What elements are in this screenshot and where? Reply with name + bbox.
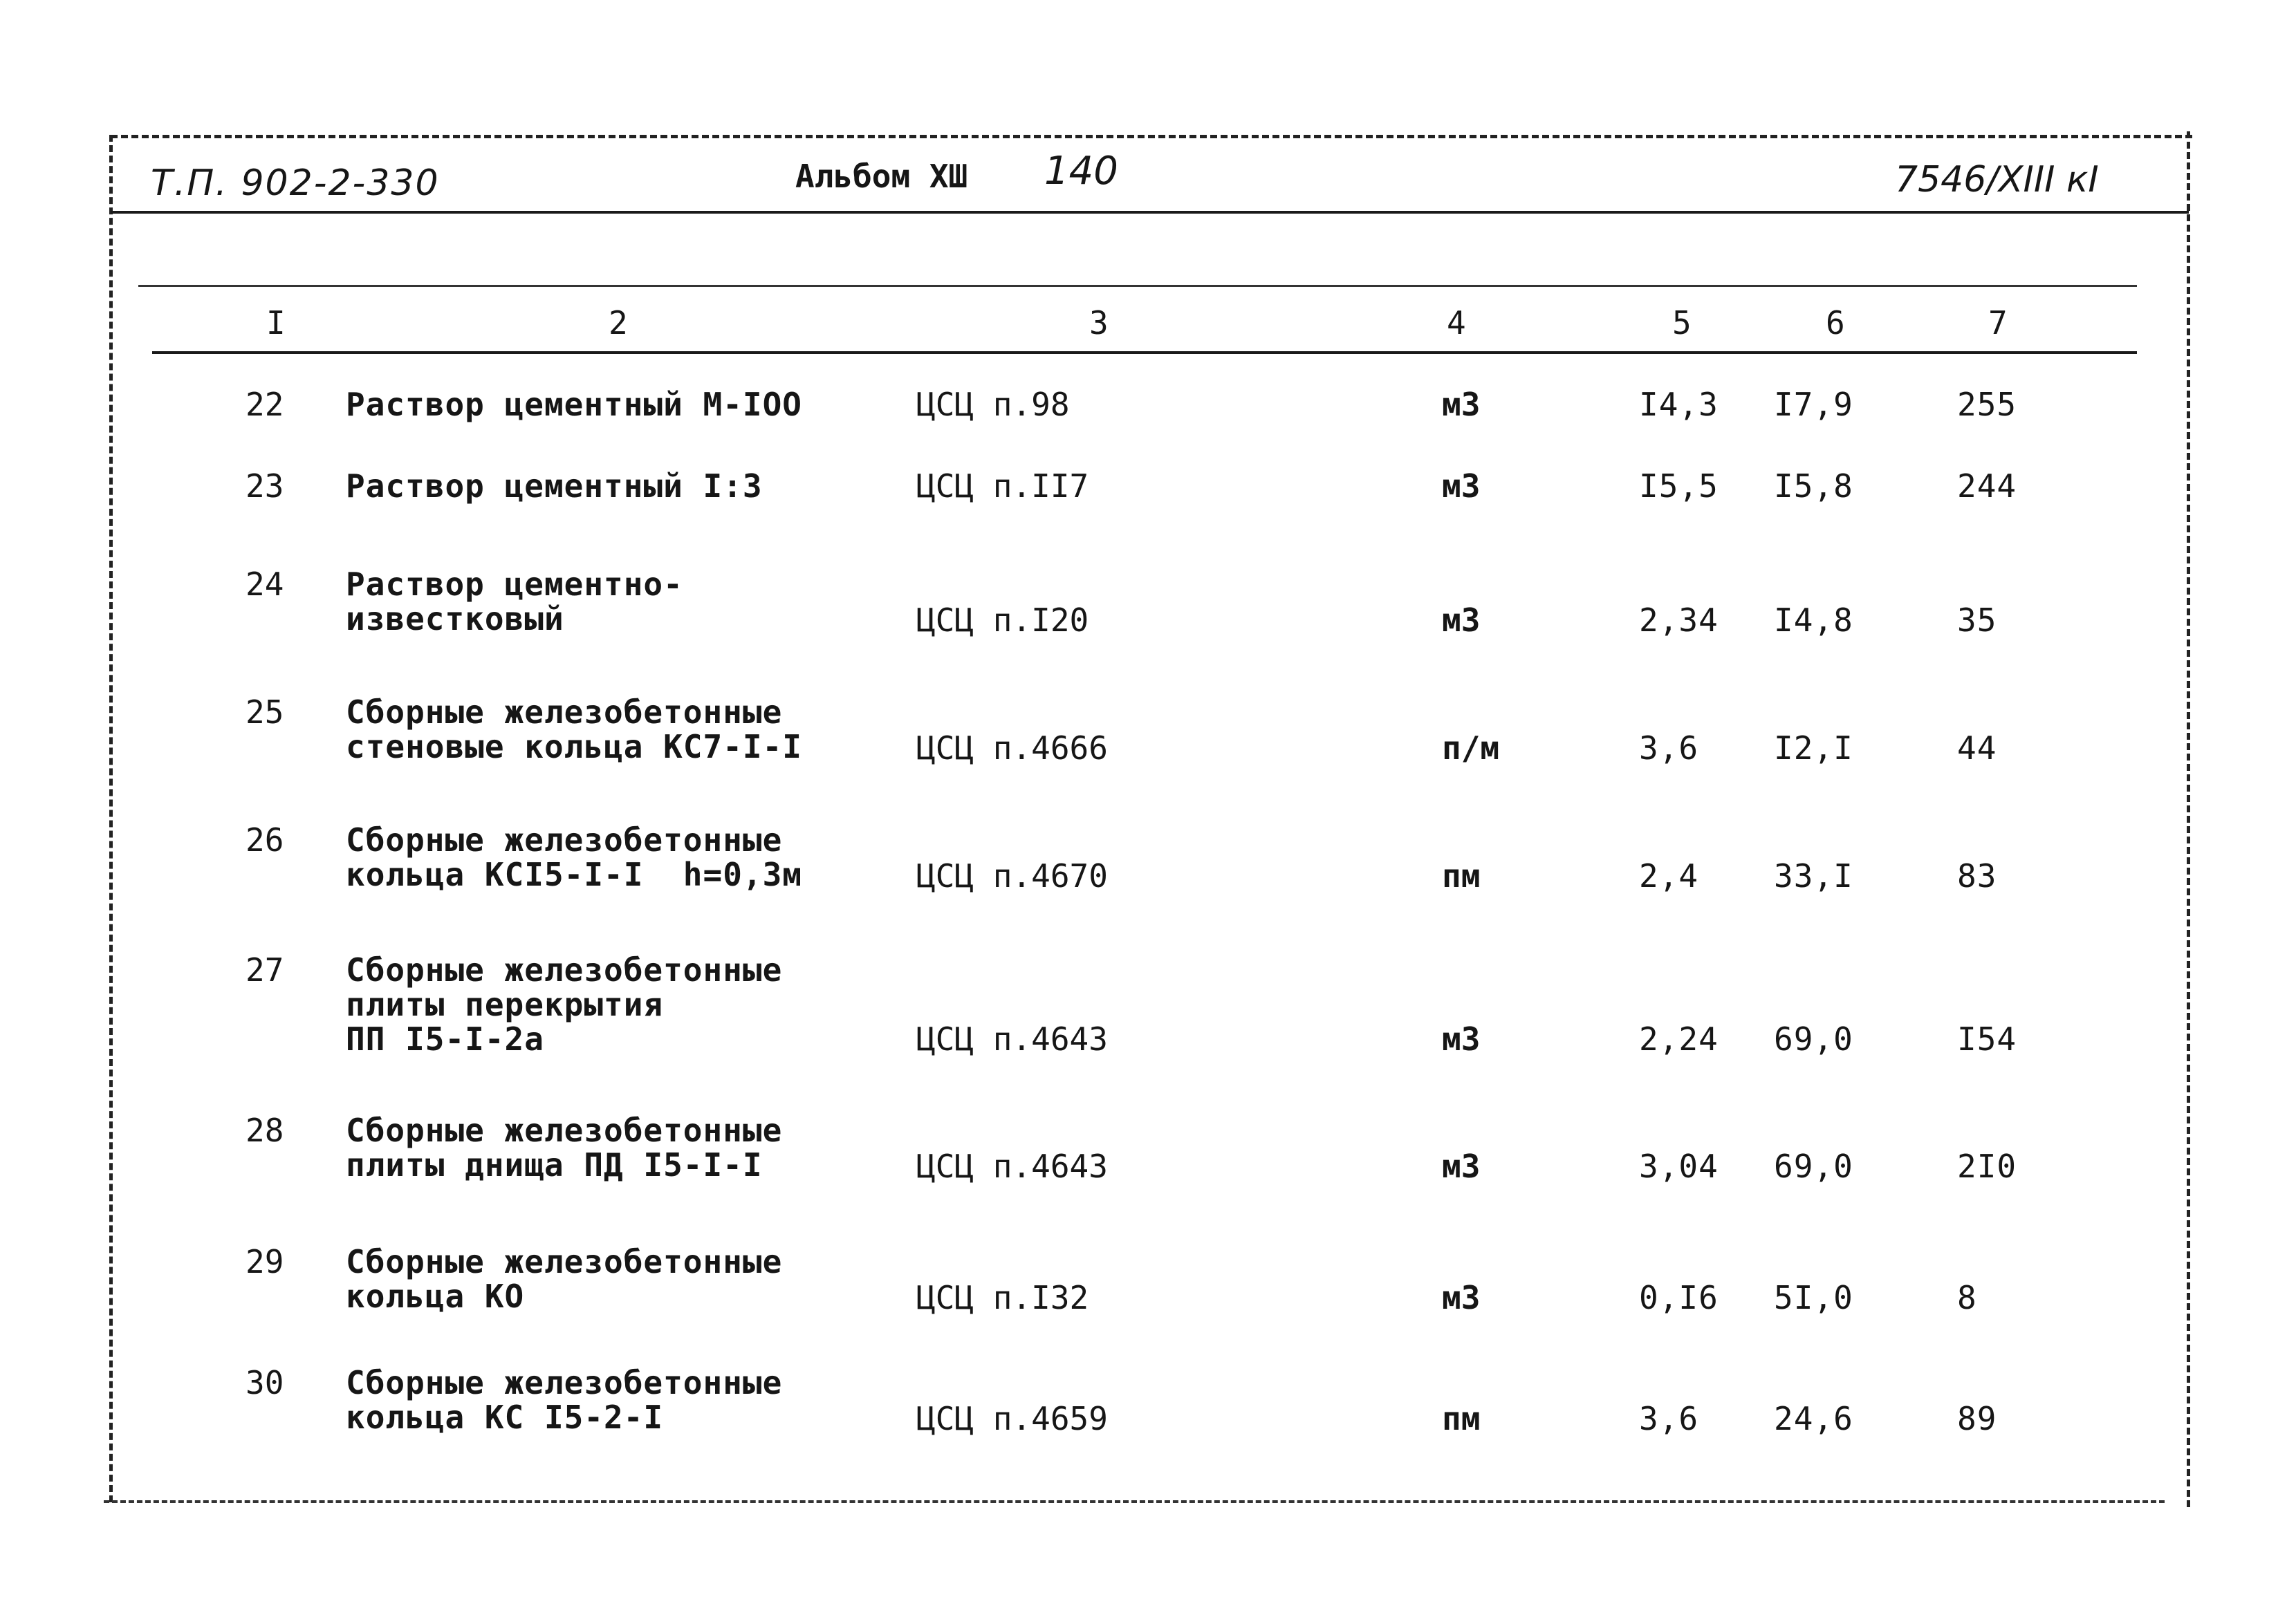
row-value-6: 5I,0: [1774, 1279, 1853, 1316]
row-number: 29: [246, 1243, 284, 1280]
row-number: 27: [246, 951, 284, 989]
row-number: 24: [246, 566, 284, 603]
row-unit: м3: [1442, 1279, 1481, 1316]
row-reference: ЦСЦ п.4659: [916, 1400, 1108, 1437]
page-number: 140: [1044, 149, 1118, 194]
row-name-line: Сборные железобетонные: [346, 693, 783, 731]
row-value-5: 3,04: [1639, 1148, 1719, 1185]
row-value-5: 3,6: [1639, 729, 1699, 767]
project-code: Т.П. 902-2-330: [151, 162, 440, 204]
row-number: 22: [246, 386, 284, 423]
row-value-6: 69,0: [1774, 1020, 1853, 1058]
inventory-number: 7546/XIII кI: [1895, 159, 2099, 200]
row-value-7: 8: [1957, 1279, 1977, 1316]
row-value-7: 35: [1957, 601, 1997, 639]
row-reference: ЦСЦ п.I32: [916, 1279, 1089, 1316]
row-name-line: Сборные железобетонные: [346, 1112, 783, 1149]
row-unit: м3: [1442, 1148, 1481, 1185]
header-rule: [111, 211, 2189, 214]
row-number: 23: [246, 467, 284, 505]
frame-border-left: [109, 135, 113, 1502]
column-header-2: 2: [609, 304, 628, 342]
row-reference: ЦСЦ п.II7: [916, 467, 1089, 505]
row-value-5: I5,5: [1639, 467, 1719, 505]
row-unit: м3: [1442, 1020, 1481, 1058]
column-header-4: 4: [1447, 304, 1466, 342]
column-header-1: I: [266, 304, 286, 342]
row-value-5: 2,4: [1639, 857, 1699, 895]
row-name-line: стеновые кольца КС7-I-I: [346, 728, 802, 765]
row-reference: ЦСЦ п.4643: [916, 1020, 1108, 1058]
row-name-line: кольца КО: [346, 1278, 525, 1315]
row-value-6: 24,6: [1774, 1400, 1853, 1437]
album-label: Альбом XШ: [795, 158, 968, 195]
column-header-5: 5: [1672, 304, 1692, 342]
row-reference: ЦСЦ п.4670: [916, 857, 1108, 895]
frame-border-right: [2187, 131, 2190, 1507]
frame-border-top: [111, 135, 2192, 138]
row-number: 28: [246, 1112, 284, 1149]
row-unit: пм: [1442, 857, 1481, 895]
row-name-line: кольца КСI5-I-I h=0,3м: [346, 856, 802, 893]
row-unit: п/м: [1442, 729, 1500, 767]
row-value-6: I4,8: [1774, 601, 1853, 639]
row-unit: пм: [1442, 1400, 1481, 1437]
row-value-7: 44: [1957, 729, 1997, 767]
row-name-line: ПП I5-I-2а: [346, 1020, 544, 1058]
row-unit: м3: [1442, 601, 1481, 639]
row-value-7: 89: [1957, 1400, 1997, 1437]
row-number: 30: [246, 1364, 284, 1401]
row-value-6: I7,9: [1774, 386, 1853, 423]
row-value-7: 83: [1957, 857, 1997, 895]
row-reference: ЦСЦ п.4643: [916, 1148, 1108, 1185]
row-value-6: 69,0: [1774, 1148, 1853, 1185]
row-name-line: Сборные железобетонные: [346, 1364, 783, 1401]
table-top-rule: [138, 285, 2137, 287]
row-value-5: 3,6: [1639, 1400, 1699, 1437]
row-reference: ЦСЦ п.98: [916, 386, 1070, 423]
frame-border-bottom: [104, 1500, 2165, 1503]
column-header-7: 7: [1988, 304, 2008, 342]
table-header-rule: [152, 351, 2137, 354]
row-reference: ЦСЦ п.4666: [916, 729, 1108, 767]
column-header-3: 3: [1089, 304, 1109, 342]
row-value-7: 255: [1957, 386, 2017, 423]
row-value-7: 2I0: [1957, 1148, 2017, 1185]
row-name-line: Сборные железобетонные: [346, 821, 783, 859]
row-name-line: Раствор цементно-: [346, 566, 683, 603]
row-name-line: плиты днища ПД I5-I-I: [346, 1146, 763, 1184]
row-value-6: I2,I: [1774, 729, 1853, 767]
row-name-line: Раствор цементный М-IOO: [346, 386, 802, 423]
row-reference: ЦСЦ п.I20: [916, 601, 1089, 639]
row-value-7: I54: [1957, 1020, 2017, 1058]
row-value-5: 2,34: [1639, 601, 1719, 639]
row-name-line: Раствор цементный I:3: [346, 467, 763, 505]
row-value-5: I4,3: [1639, 386, 1719, 423]
row-name-line: Сборные железобетонные: [346, 1243, 783, 1280]
row-name-line: Сборные железобетонные: [346, 951, 783, 989]
row-value-6: 33,I: [1774, 857, 1853, 895]
row-value-5: 0,I6: [1639, 1279, 1719, 1316]
column-header-6: 6: [1826, 304, 1845, 342]
row-number: 26: [246, 821, 284, 859]
row-unit: м3: [1442, 386, 1481, 423]
row-number: 25: [246, 693, 284, 731]
row-value-6: I5,8: [1774, 467, 1853, 505]
row-name-line: известковый: [346, 600, 564, 637]
row-name-line: плиты перекрытия: [346, 986, 664, 1023]
row-name-line: кольца КС I5-2-I: [346, 1399, 664, 1436]
row-value-7: 244: [1957, 467, 2017, 505]
row-unit: м3: [1442, 467, 1481, 505]
row-value-5: 2,24: [1639, 1020, 1719, 1058]
